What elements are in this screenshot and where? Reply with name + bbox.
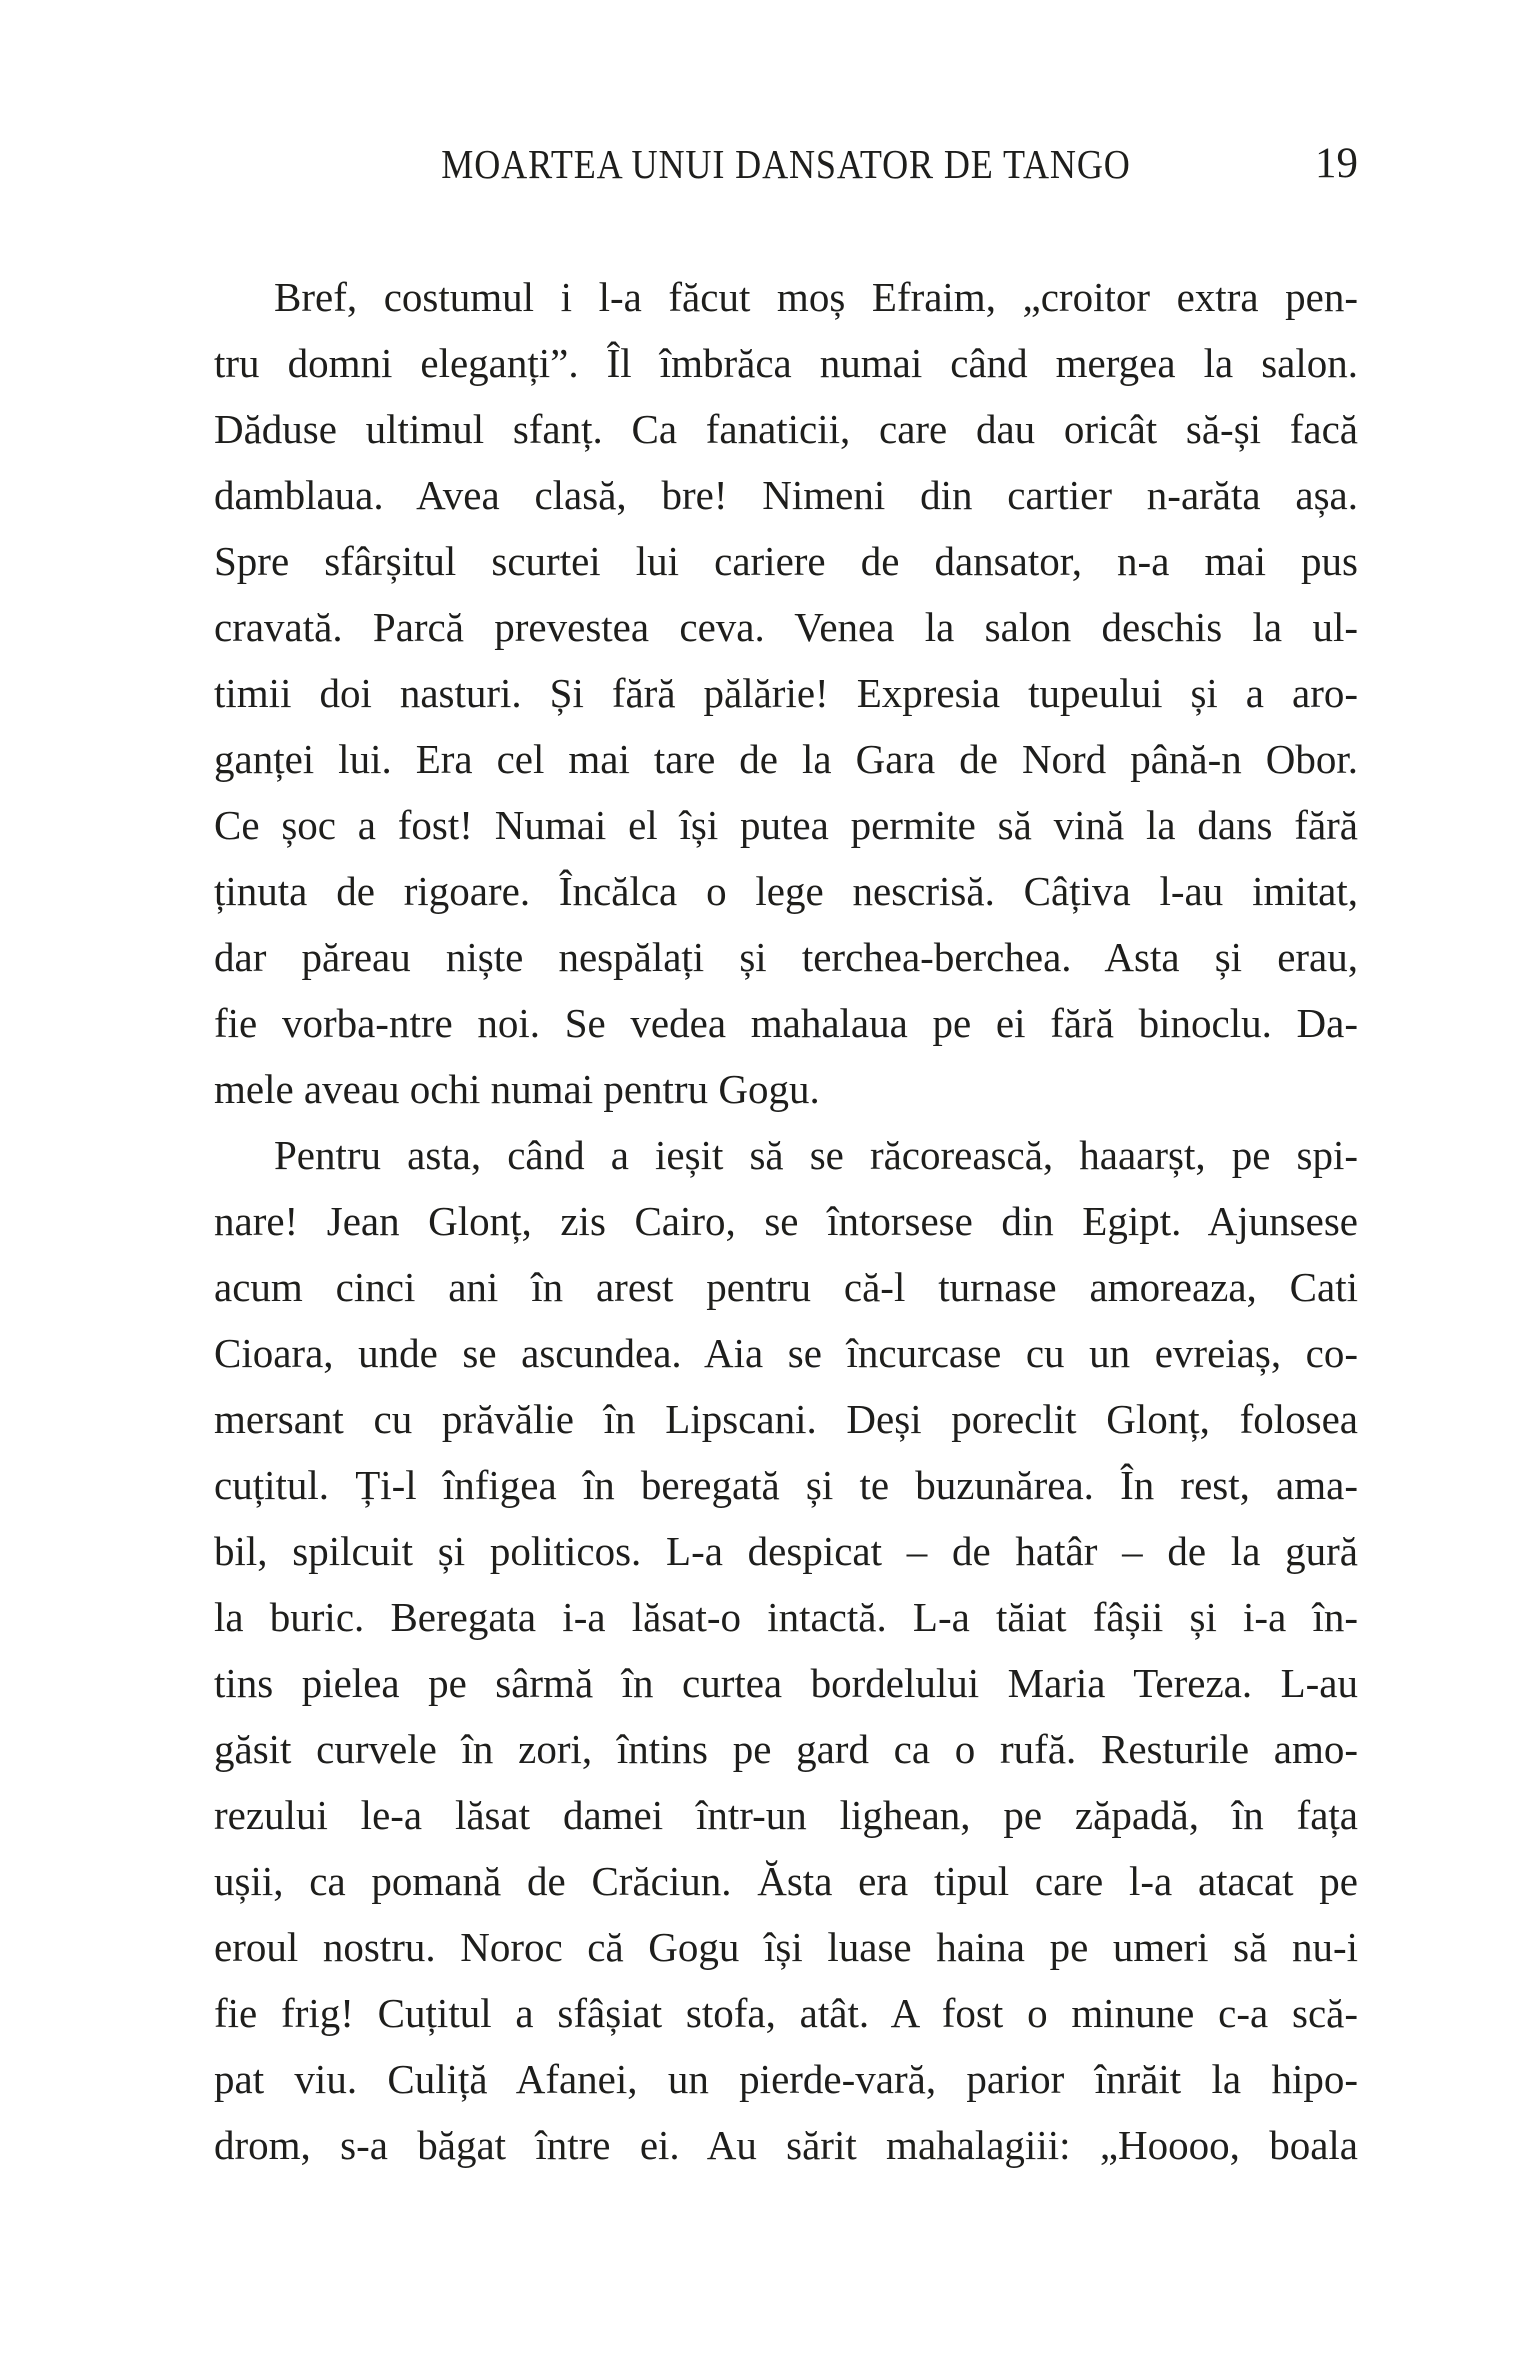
body-text — [214, 264, 1358, 2178]
text-line: pat viu. Culiță Afanei, un pierde-vară, parior înrăit la hipo- — [214, 2056, 1358, 2102]
text-line: bil, spilcuit și politicos. L-a despicat – de hatâr – de la gură — [214, 1528, 1358, 1574]
text-line: dar păreau niște nespălați și terchea-berchea. Asta și erau, — [214, 934, 1358, 980]
text-line: eroul nostru. Noroc că Gogu își luase haina pe umeri să nu-i — [214, 1924, 1358, 1970]
text-line: fie vorba-ntre noi. Se vedea mahalaua pe ei fără binoclu. Da- — [214, 1000, 1358, 1046]
text-line: mele aveau ochi numai pentru Gogu. — [214, 1066, 820, 1112]
running-header — [214, 136, 1358, 192]
text-line: ganței lui. Era cel mai tare de la Gara de Nord până-n Obor. — [214, 736, 1358, 782]
text-line: damblaua. Avea clasă, bre! Nimeni din cartier n-arăta așa. — [214, 472, 1358, 518]
text-line: timii doi nasturi. Și fără pălărie! Expresia tupeului și a aro- — [214, 670, 1358, 716]
text-line: cuțitul. Ți-l înfigea în beregată și te buzunărea. În rest, ama- — [214, 1462, 1358, 1508]
text-line: fie frig! Cuțitul a sfâșiat stofa, atât. A fost o minune c-a scă- — [214, 1990, 1358, 2036]
text-line: Ce șoc a fost! Numai el își putea permite să vină la dans fără — [214, 802, 1358, 848]
page-number: 19 — [1315, 140, 1358, 187]
text-line: la buric. Beregata i-a lăsat-o intactă. L-a tăiat fâșii și i-a în- — [214, 1594, 1358, 1640]
text-line: Spre sfârșitul scurtei lui cariere de dansator, n-a mai pus — [214, 538, 1358, 584]
text-line: cravată. Parcă prevestea ceva. Venea la salon deschis la ul- — [214, 604, 1358, 650]
text-line: Dăduse ultimul sfanț. Ca fanaticii, care dau oricât să-și facă — [214, 406, 1358, 452]
text-line: tins pielea pe sârmă în curtea bordelului Maria Tereza. L-au — [214, 1660, 1358, 1706]
text-line: Pentru asta, când a ieșit să se răcorească, haaarșt, pe spi- — [274, 1132, 1358, 1178]
text-line: Cioara, unde se ascundea. Aia se încurcase cu un evreiaș, co- — [214, 1330, 1358, 1376]
page-title: MOARTEA UNUI DANSATOR DE TANGO — [441, 141, 1131, 187]
text-line: mersant cu prăvălie în Lipscani. Deși poreclit Glonț, folosea — [214, 1396, 1358, 1442]
text-line: ținuta de rigoare. Încălca o lege nescrisă. Câțiva l-au imitat, — [214, 868, 1358, 914]
text-line: rezului le-a lăsat damei într-un lighean, pe zăpadă, în fața — [214, 1792, 1358, 1838]
text-line: găsit curvele în zori, întins pe gard ca o rufă. Resturile amo- — [214, 1726, 1358, 1772]
text-line: nare! Jean Glonț, zis Cairo, se întorsese din Egipt. Ajunsese — [214, 1198, 1358, 1244]
text-line: acum cinci ani în arest pentru că-l turnase amoreaza, Cati — [214, 1264, 1358, 1310]
text-line: drom, s-a băgat între ei. Au sărit mahalagiii: „Hoooo, boala — [214, 2122, 1358, 2168]
text-line: tru domni eleganți”. Îl îmbrăca numai când mergea la salon. — [214, 340, 1358, 386]
text-line: ușii, ca pomană de Crăciun. Ăsta era tipul care l-a atacat pe — [214, 1858, 1358, 1904]
text-line: Bref, costumul i l-a făcut moș Efraim, „croitor extra pen- — [274, 274, 1358, 320]
